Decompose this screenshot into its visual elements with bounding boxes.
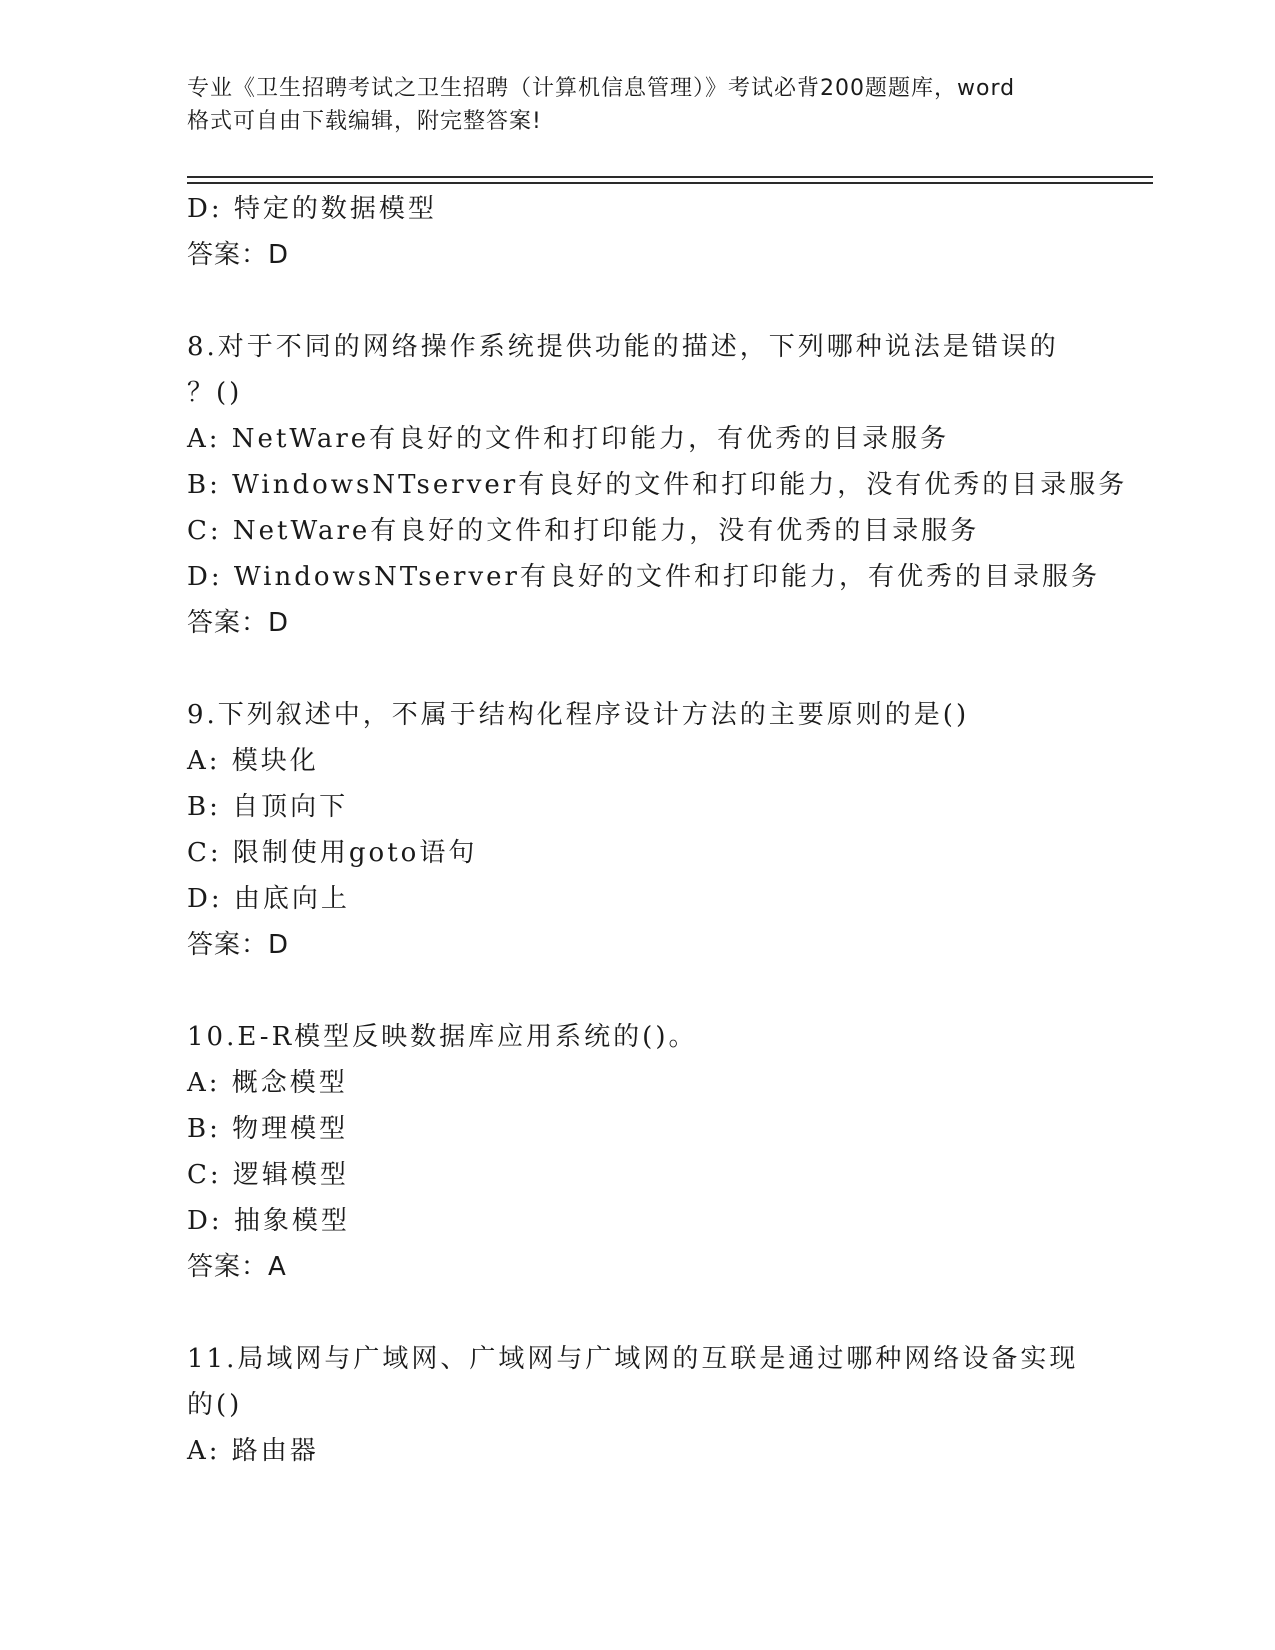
document-body [187, 186, 1147, 1474]
question-stem: 11.局域网与广域网、广域网与广域网的互联是通过哪种网络设备实现 [187, 1344, 1079, 1374]
option-c: C: NetWare有良好的文件和打印能力，没有优秀的目录服务 [187, 516, 980, 546]
previous-question-tail [187, 186, 1147, 278]
option-a: A: NetWare有良好的文件和打印能力，有优秀的目录服务 [187, 424, 950, 454]
option-a: A: 概念模型 [187, 1068, 348, 1098]
question-10 [187, 1014, 1147, 1290]
option-b: B: 自顶向下 [187, 792, 349, 822]
question-stem: 的() [187, 1390, 243, 1420]
header-line-2: 格式可自由下载编辑，附完整答案! [187, 109, 542, 134]
question-8 [187, 324, 1147, 646]
header-line-1: 专业《卫生招聘考试之卫生招聘（计算机信息管理）》考试必背200题题库，word [187, 76, 1016, 101]
option-d: D: 抽象模型 [187, 1206, 350, 1236]
option-b: B: 物理模型 [187, 1114, 349, 1144]
option-a: A: 模块化 [187, 746, 319, 776]
answer: 答案：D [187, 608, 290, 638]
question-stem: 9.下列叙述中，不属于结构化程序设计方法的主要原则的是() [187, 700, 970, 730]
question-11 [187, 1336, 1147, 1474]
question-9 [187, 692, 1147, 968]
header-divider-top [187, 176, 1153, 178]
option-c: C: 限制使用goto语句 [187, 838, 478, 868]
question-stem: 10.E-R模型反映数据库应用系统的()。 [187, 1022, 698, 1052]
question-stem: 8.对于不同的网络操作系统提供功能的描述，下列哪种说法是错误的 [187, 332, 1059, 362]
question-stem: ？() [187, 378, 243, 408]
option-d: D: 由底向上 [187, 884, 350, 914]
document-header [187, 72, 1097, 138]
option-c: C: 逻辑模型 [187, 1160, 349, 1190]
header-divider-bottom [187, 182, 1153, 184]
option-b: B: WindowsNTserver有良好的文件和打印能力，没有优秀的目录服务 [187, 470, 1128, 500]
option-a: A: 路由器 [187, 1436, 319, 1466]
answer: 答案：D [187, 240, 290, 270]
option-d: D: WindowsNTserver有良好的文件和打印能力，有优秀的目录服务 [187, 562, 1100, 592]
answer: 答案：A [187, 1252, 287, 1282]
answer: 答案：D [187, 930, 290, 960]
option-d: D: 特定的数据模型 [187, 194, 437, 224]
